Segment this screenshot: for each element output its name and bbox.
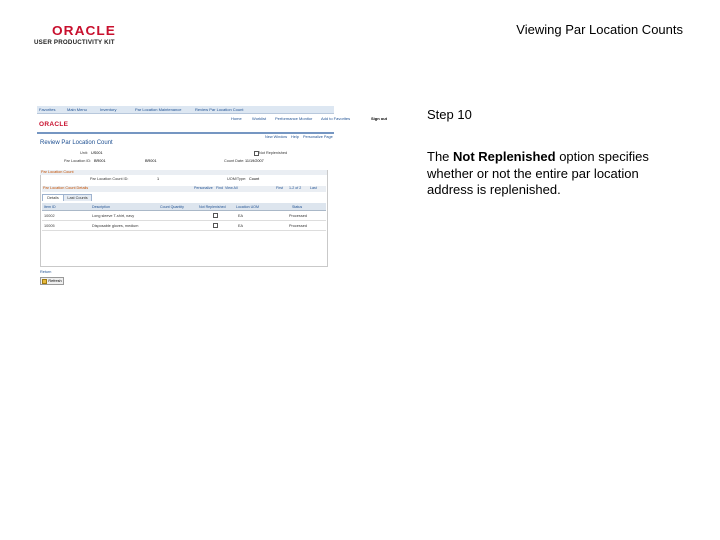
tab-last-counts[interactable]: Last Counts bbox=[63, 194, 92, 201]
row-not-replenished-checkbox[interactable] bbox=[213, 223, 218, 228]
link-help[interactable]: Help bbox=[291, 135, 299, 139]
description-suffix: option specifies whether or not the entire par location address is replenished. bbox=[427, 149, 649, 197]
cell-description: Disposable gloves, medium bbox=[92, 223, 139, 228]
count-date-label: Count Date: bbox=[224, 159, 245, 163]
tab-details[interactable]: Details bbox=[42, 194, 64, 201]
nav-worklist[interactable]: Worklist bbox=[252, 116, 267, 121]
unit-label: Unit: bbox=[80, 151, 88, 155]
col-not-replenished[interactable]: Not Replenished bbox=[199, 204, 226, 209]
not-replenished-label: Not Replenished bbox=[259, 151, 288, 155]
par-location-id-label: Par Location ID: bbox=[64, 159, 92, 163]
grid-view-all[interactable]: View All bbox=[225, 186, 238, 190]
cell-description: Long sleeve T-shirt, navy bbox=[92, 213, 135, 218]
return-link[interactable]: Return bbox=[40, 270, 52, 274]
row-not-replenished-checkbox[interactable] bbox=[213, 213, 218, 218]
oracle-upk-logo bbox=[34, 23, 124, 49]
refresh-button-label: Refresh bbox=[48, 279, 62, 283]
cell-uom: EA bbox=[238, 213, 244, 218]
uom-type-value: Count bbox=[249, 177, 260, 181]
uom-type-label: UOM/Type: bbox=[227, 177, 247, 181]
nav-performance-monitor[interactable]: Performance Monitor bbox=[275, 116, 313, 121]
par-location-count-id-value: 1 bbox=[157, 177, 160, 181]
grid-column-headers bbox=[42, 203, 326, 211]
breadcrumb-main-menu[interactable]: Main Menu bbox=[67, 107, 87, 112]
par-location-id-value: BR001 bbox=[94, 159, 106, 163]
cell-item-id: 10002 bbox=[44, 213, 55, 218]
cell-item-id: 10005 bbox=[44, 223, 55, 228]
cell-status: Processed bbox=[289, 223, 307, 228]
oracle-logo: ORACLE bbox=[39, 121, 69, 128]
application-screenshot bbox=[37, 106, 387, 286]
grid-header bbox=[42, 186, 326, 192]
unit-value: US001 bbox=[91, 151, 103, 155]
grid-range: 1-2 of 2 bbox=[289, 186, 302, 190]
grid-personalize[interactable]: Personalize bbox=[194, 186, 213, 190]
grid-first[interactable]: First bbox=[276, 186, 283, 190]
nav-home[interactable]: Home bbox=[231, 116, 242, 121]
col-location-uom[interactable]: Location UOM bbox=[236, 204, 259, 209]
link-new-window[interactable]: New Window bbox=[265, 135, 288, 139]
grid-title: Par Location Count Details bbox=[43, 186, 89, 190]
table-row bbox=[42, 221, 326, 231]
cell-uom: EA bbox=[238, 223, 244, 228]
breadcrumb-favorites[interactable]: Favorites bbox=[39, 107, 56, 112]
description-prefix: The bbox=[427, 149, 454, 164]
breadcrumb-inventory[interactable]: Inventory bbox=[100, 107, 117, 112]
breadcrumb-par-location-maintenance[interactable]: Par Location Maintenance bbox=[135, 107, 182, 112]
col-count-quantity[interactable]: Count Quantity bbox=[160, 204, 184, 209]
breadcrumb-bar bbox=[37, 106, 334, 114]
col-status[interactable]: Status bbox=[292, 204, 303, 209]
nav-sign-out[interactable]: Sign out bbox=[371, 116, 387, 121]
cell-status: Processed bbox=[289, 213, 307, 218]
step-description bbox=[427, 149, 687, 199]
step-label: Step 10 bbox=[427, 107, 472, 122]
col-description[interactable]: Description bbox=[92, 204, 110, 209]
count-date-value: 11/19/2007 bbox=[245, 159, 264, 163]
page-title: Viewing Par Location Counts bbox=[516, 22, 683, 37]
refresh-icon bbox=[42, 279, 47, 284]
grid-find[interactable]: Find bbox=[216, 186, 223, 190]
par-location-count-id-label: Par Location Count ID: bbox=[90, 177, 129, 181]
logo-brand: ORACLE bbox=[52, 23, 116, 38]
screen-title: Review Par Location Count bbox=[40, 140, 113, 146]
header-divider bbox=[37, 132, 334, 134]
col-item-id[interactable]: Item ID bbox=[44, 204, 56, 209]
table-row bbox=[42, 211, 326, 221]
par-location-count-header: Par Location Count bbox=[40, 170, 327, 175]
link-personalize-page[interactable]: Personalize Page bbox=[303, 135, 333, 139]
breadcrumb-review-par-location-count[interactable]: Review Par Location Count bbox=[195, 107, 244, 112]
refresh-button[interactable] bbox=[40, 277, 64, 285]
grid-last[interactable]: Last bbox=[310, 186, 317, 190]
nav-add-to-favorites[interactable]: Add to Favorites bbox=[321, 116, 351, 121]
description-bold-term: Not Replenished bbox=[453, 149, 556, 164]
header-bar bbox=[37, 114, 387, 133]
par-location-id-descr: BR001 bbox=[145, 159, 157, 163]
logo-subtitle: USER PRODUCTIVITY KIT bbox=[34, 39, 115, 46]
